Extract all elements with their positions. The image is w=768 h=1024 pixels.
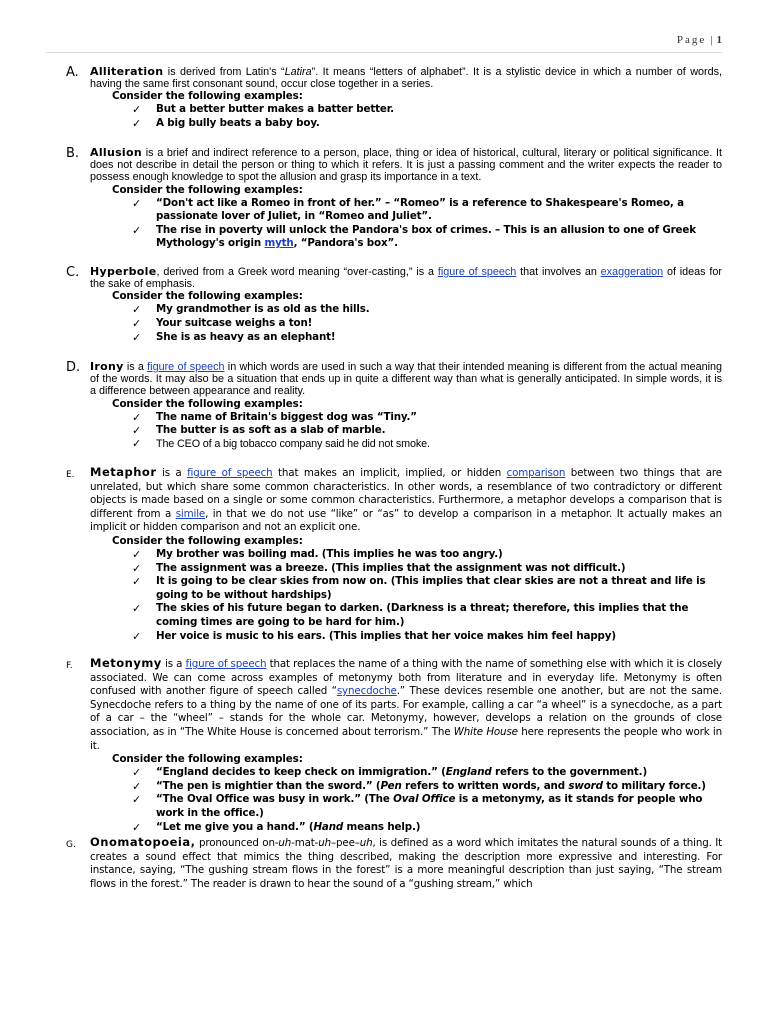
check-icon: ✓ <box>132 766 142 780</box>
section-paragraph: Hyperbole, derived from a Greek word meaning “over-casting,” is a figure of speech that involves an exaggeration of ideas for the sake of emphasis. <box>90 265 723 291</box>
check-icon: ✓ <box>132 424 142 438</box>
check-icon: ✓ <box>132 103 142 117</box>
figure-of-speech-link[interactable]: figure of speech <box>185 658 267 670</box>
examples-heading: Consider the following examples: <box>112 90 303 103</box>
check-icon: ✓ <box>132 437 142 450</box>
term-heading: Onomatopoeia, <box>90 835 196 849</box>
term-heading: Hyperbole <box>90 265 157 278</box>
list-item: ✓ She is as heavy as an elephant! <box>132 330 336 344</box>
list-item: ✓ It is going to be clear skies from now on. (This implies that clear skies are not a threat and life is going to be without hardships) <box>132 575 706 601</box>
section-letter: E. <box>66 470 75 480</box>
examples-list <box>66 411 722 452</box>
examples-list <box>66 548 722 643</box>
section-paragraph: Irony is a figure of speech in which words are used in such a way that their intended meaning is different from the actual meaning of the words. It may also be a situation that ends up in quite a different way than what is generally anticipated. In simple words, it is a difference between appearance and reality. <box>90 360 723 398</box>
check-icon: ✓ <box>132 629 142 643</box>
synecdoche-link[interactable]: synecdoche <box>336 685 397 698</box>
comparison-link[interactable]: comparison <box>506 467 566 479</box>
section-onomatopoeia <box>66 836 722 891</box>
check-icon: ✓ <box>132 820 142 834</box>
section-paragraph: Allusion is a brief and indirect reference to a person, place, thing or idea of historical, cultural, literary or political significance. It does not describe in detail the person or thing to which it refers. It is just a passing comment and the writer expects the reader to possess enough knowledge to spot the allusion and grasp its importance in a text. <box>90 146 722 184</box>
section-metaphor <box>66 466 722 643</box>
section-allusion <box>66 147 722 251</box>
examples-heading: Consider the following examples: <box>112 534 303 547</box>
section-paragraph: Alliteration is derived from Latin's “Latira”. It means “letters of alphabet”. It is a stylistic device in which a number of words, having the same first consonant sound, occur close together in a series. <box>90 65 722 91</box>
list-item: ✓ The CEO of a big tobacco company said he did not smoke. <box>132 437 430 450</box>
check-icon: ✓ <box>132 547 142 561</box>
section-letter: B. <box>66 146 80 161</box>
list-item: ✓ The skies of his future began to darken. (Darkness is a threat; therefore, this implies that the coming times are going to be hard for him.) <box>132 602 689 628</box>
check-icon: ✓ <box>132 196 142 210</box>
list-item: ✓ “Let me give you a hand.” (Hand means help.) <box>132 820 421 834</box>
examples-list <box>66 197 722 251</box>
section-paragraph: Onomatopoeia, pronounced on-uh-mat-uh–pee–uh, is defined as a word which imitates the natural sounds of a thing. It creates a sound effect that mimics the thing described, making the description more expressive and interesting. For instance, saying, “The gushing stream flows in the forest” is a more meaningful description than just saying, “The stream flows in the forest.” The reader is drawn to hear the sound of a “gushing stream,” which <box>90 835 722 890</box>
check-icon: ✓ <box>132 779 142 793</box>
examples-heading: Consider the following examples: <box>112 397 303 410</box>
check-icon: ✓ <box>132 561 142 575</box>
examples-heading: Consider the following examples: <box>112 753 303 766</box>
list-item: ✓ “Don't act like a Romeo in front of her.” – “Romeo” is a reference to Shakespeare's Romeo, a passionate lover of Juliet, in “Romeo and Juliet”. <box>132 196 684 223</box>
section-hyperbole <box>66 266 722 344</box>
list-item: ✓ Her voice is music to his ears. (This implies that her voice makes him feel happy) <box>132 629 616 643</box>
page-label: Page <box>676 34 707 46</box>
simile-link[interactable]: simile <box>175 507 206 520</box>
section-letter: D. <box>66 360 81 375</box>
figure-of-speech-link[interactable]: figure of speech <box>437 266 517 278</box>
term-heading: Metonymy <box>90 656 162 670</box>
examples-list <box>66 303 722 344</box>
list-item: ✓ My brother was boiling mad. (This implies he was too angry.) <box>132 547 503 561</box>
header-rule <box>46 52 722 53</box>
examples-list <box>66 103 722 130</box>
examples-heading: Consider the following examples: <box>112 290 303 303</box>
section-letter: F. <box>66 661 73 671</box>
list-item: ✓ A big bully beats a baby boy. <box>132 117 320 130</box>
list-item: ✓ But a better butter makes a batter better. <box>132 103 394 117</box>
term-heading: Irony <box>90 360 124 373</box>
page-separator: | <box>710 34 713 46</box>
figure-of-speech-link[interactable]: figure of speech <box>147 361 225 373</box>
check-icon: ✓ <box>132 410 142 424</box>
section-letter: G. <box>66 840 76 850</box>
list-item: ✓ The name of Britain's biggest dog was “Tiny.” <box>132 410 417 424</box>
examples-heading: Consider the following examples: <box>112 183 303 196</box>
list-item: ✓ The rise in poverty will unlock the Pandora's box of crimes. – This is an allusion to one of Greek Mythology's origin myth, “Pandora's box”. <box>132 223 696 250</box>
term-heading: Allusion <box>90 146 142 159</box>
list-item: ✓ “The Oval Office was busy in work.” (The Oval Office is a metonymy, as it stands for people who work in the office.) <box>132 793 703 819</box>
page-header <box>0 34 722 46</box>
check-icon: ✓ <box>132 317 142 330</box>
section-letter: A. <box>66 65 79 80</box>
list-item: ✓ Your suitcase weighs a ton! <box>132 317 313 330</box>
term-heading: Alliteration <box>90 65 164 78</box>
check-icon: ✓ <box>132 303 142 317</box>
check-icon: ✓ <box>132 575 142 589</box>
check-icon: ✓ <box>132 330 142 344</box>
list-item: ✓ The butter is as soft as a slab of marble. <box>132 424 386 438</box>
section-irony <box>66 361 722 451</box>
check-icon: ✓ <box>132 602 142 616</box>
list-item: ✓ “The pen is mightier than the sword.” (Pen refers to written words, and sword to military force.) <box>132 779 706 793</box>
term-heading: Metaphor <box>90 465 157 479</box>
list-item: ✓ “England decides to keep check on immigration.” (England refers to the government.) <box>132 766 647 780</box>
check-icon: ✓ <box>132 793 142 807</box>
list-item: ✓ My grandmother is as old as the hills. <box>132 303 370 317</box>
list-item: ✓ The assignment was a breeze. (This implies that the assignment was not difficult.) <box>132 561 626 575</box>
section-alliteration <box>66 66 722 131</box>
check-icon: ✓ <box>132 117 142 130</box>
figure-of-speech-link[interactable]: figure of speech <box>187 467 273 479</box>
section-paragraph: Metaphor is a figure of speech that makes an implicit, implied, or hidden comparison between two things that are unrelated, but which share some common characteristics. In other words, a resemblance of two contradictory or different objects is made based on a single or some common characteristics. Furthermore, a metaphor develops a comparison that is different from a simile, in that we do not use “like” or “as” to develop a comparison in a metaphor. It actually makes an implicit or hidden comparison and not an explicit one. <box>90 465 722 534</box>
section-letter: C. <box>66 265 80 280</box>
page-number: 1 <box>716 34 722 46</box>
myth-link[interactable]: myth <box>264 237 294 250</box>
section-paragraph: Metonymy is a figure of speech that replaces the name of a thing with the name of something else with which it is closely associated. We can come across examples of metonymy both from literature and in everyday life. Metonymy is often confused with another figure of speech called “synecdoche.” These devices resemble one another, but are not the same. Synecdoche refers to a thing by the name of one of its parts. For example, calling a car “a wheel” is a synecdoche, as a part of a car – the “wheel” – stands for the whole car. Metonymy, however, develops a relation on the grounds of close association, as in “The White House is concerned about terrorism.” The White House here represents the people who work in it. <box>90 656 722 752</box>
examples-list <box>66 766 722 834</box>
exaggeration-link[interactable]: exaggeration <box>600 266 664 278</box>
section-metonymy <box>66 657 722 834</box>
check-icon: ✓ <box>132 223 142 237</box>
